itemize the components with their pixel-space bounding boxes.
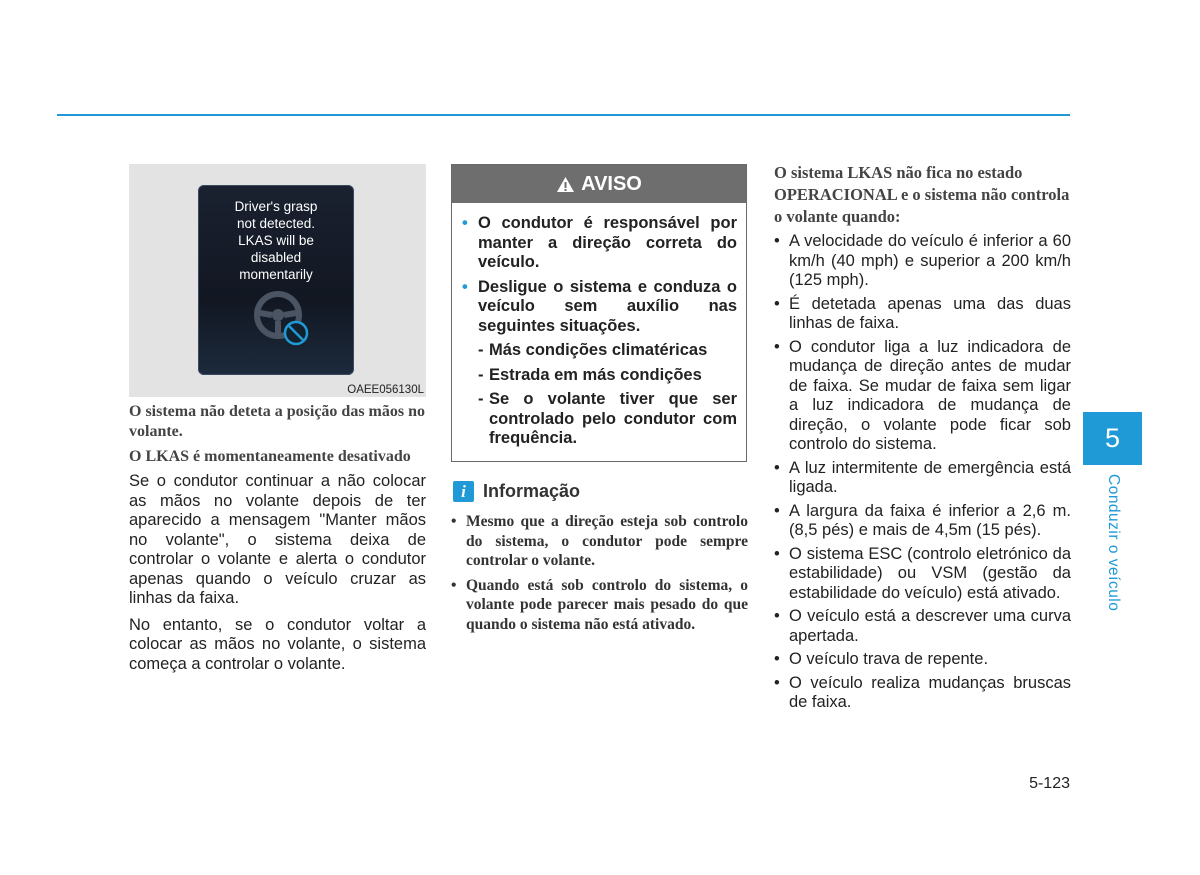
condition-text: A velocidade do veículo é inferior a 60 km/h (40 mph) e superior a 200 km/h (125 mph).	[789, 232, 1071, 289]
info-header	[453, 481, 580, 502]
warning-list	[452, 203, 746, 336]
info-item-text: Mesmo que a direção esteja sob controlo do sistema, o condutor pode sempre controlar o volante.	[466, 513, 748, 569]
cluster-message-line: disabled	[250, 250, 302, 265]
bullet: •	[462, 277, 468, 296]
steering-wheel-disabled-icon	[252, 289, 312, 349]
bullet: •	[774, 501, 780, 520]
condition-item	[774, 338, 1071, 455]
cluster-message-line: LKAS will be	[238, 233, 314, 248]
condition-item	[774, 502, 1071, 541]
condition-item	[774, 545, 1071, 604]
bullet: •	[774, 673, 780, 692]
warning-subitem	[478, 366, 737, 386]
condition-text: O condutor liga a luz indicadora de mudança de direção antes de mudar de faixa. Se mudar de faixa sem ligar a luz indicadora de mudança de direção, o volante pode ficar sob controlo do sistema.	[789, 337, 1071, 453]
dash: -	[478, 390, 484, 408]
bullet: •	[774, 232, 780, 250]
condition-list	[774, 232, 1071, 713]
warning-item	[462, 214, 737, 273]
bullet: •	[451, 513, 457, 530]
info-title: Informação	[483, 481, 581, 501]
cluster-message-line: momentarily	[239, 267, 313, 282]
section-heading: O LKAS é momentaneamente desativado	[129, 448, 411, 465]
warning-subitem-text: Se o volante tiver que ser controlado pelo condutor com frequência.	[489, 390, 737, 447]
condition-text: O veículo realiza mudanças bruscas de faixa.	[789, 673, 1071, 711]
condition-item	[774, 295, 1071, 334]
bullet: •	[774, 294, 780, 313]
bullet: •	[774, 650, 780, 668]
warning-box	[451, 164, 747, 462]
condition-text: É detetada apenas uma das duas linhas de faixa.	[789, 294, 1071, 332]
condition-text: A luz intermitente de emergência está ligada.	[789, 458, 1071, 496]
condition-text: O veículo trava de repente.	[789, 650, 989, 668]
condition-text: O veículo está a descrever uma curva apertada.	[789, 607, 1071, 645]
warning-subitem	[478, 341, 737, 361]
page-number: 5-123	[1029, 775, 1070, 792]
dash: -	[478, 341, 484, 359]
cluster-figure	[129, 164, 426, 397]
warning-subitem	[478, 390, 737, 449]
chapter-label-wrap	[1084, 474, 1142, 614]
warning-item	[462, 278, 737, 337]
warning-header	[452, 165, 746, 203]
cluster-message	[204, 198, 348, 283]
warning-subitem-text: Estrada em más condições	[489, 365, 702, 384]
section-heading: O sistema não deteta a posição das mãos no volante.	[129, 403, 426, 440]
warning-subitem-text: Más condições climatéricas	[489, 341, 708, 359]
condition-text: O sistema ESC (controlo eletrónico da estabilidade) ou VSM (gestão da estabilidade do veículo) está ativado.	[789, 544, 1071, 602]
dash: -	[478, 365, 484, 384]
condition-text: A largura da faixa é inferior a 2,6 m. (8,5 pés) e mais de 4,5m (15 pés).	[789, 501, 1071, 539]
bullet: •	[462, 214, 468, 232]
condition-item	[774, 650, 1071, 670]
warning-title: AVISO	[581, 172, 642, 195]
bullet: •	[774, 337, 780, 356]
condition-item	[774, 607, 1071, 646]
warning-item-text: O condutor é responsável por manter a direção correta do veículo.	[478, 214, 737, 271]
paragraph: Se o condutor continuar a não colocar as mãos no volante depois de ter aparecido a mensagem "Manter mãos no volante", o sistema deixa de controlar o volante e alerta o condutor apenas quando o veículo cruzar as linhas da faixa.	[129, 472, 426, 607]
info-list	[451, 512, 748, 639]
figure-id: OAEE056130L	[347, 384, 424, 396]
bullet: •	[451, 576, 457, 594]
cluster-display	[198, 185, 354, 375]
warning-sublist	[452, 341, 746, 449]
header-rule	[57, 114, 1070, 116]
cluster-message-line: Driver's grasp	[234, 199, 318, 214]
right-column	[774, 162, 1071, 717]
info-item	[451, 512, 748, 571]
warning-triangle-icon	[556, 176, 575, 193]
condition-item	[774, 459, 1071, 498]
info-item	[451, 576, 748, 635]
bullet: •	[774, 607, 780, 625]
chapter-tab: 5	[1083, 412, 1142, 465]
info-item-text: Quando está sob controlo do sistema, o volante pode parecer mais pesado do que quando o sistema não está ativado.	[466, 576, 748, 633]
chapter-label: Conduzir o veículo	[1105, 474, 1122, 612]
cluster-message-line: not detected.	[236, 216, 316, 231]
left-column	[129, 402, 426, 681]
condition-item	[774, 232, 1071, 291]
bullet: •	[774, 544, 780, 563]
paragraph: No entanto, se o condutor voltar a colocar as mãos no volante, o sistema começa a controlar o volante.	[129, 615, 426, 673]
condition-item	[774, 674, 1071, 713]
warning-item-text: Desligue o sistema e conduza o veículo sem auxílio nas seguintes situações.	[478, 277, 737, 335]
section-heading: O sistema LKAS não fica no estado OPERACIONAL e o sistema não controla o volante quando:	[774, 163, 1070, 226]
info-icon: i	[453, 481, 474, 502]
bullet: •	[774, 458, 780, 477]
